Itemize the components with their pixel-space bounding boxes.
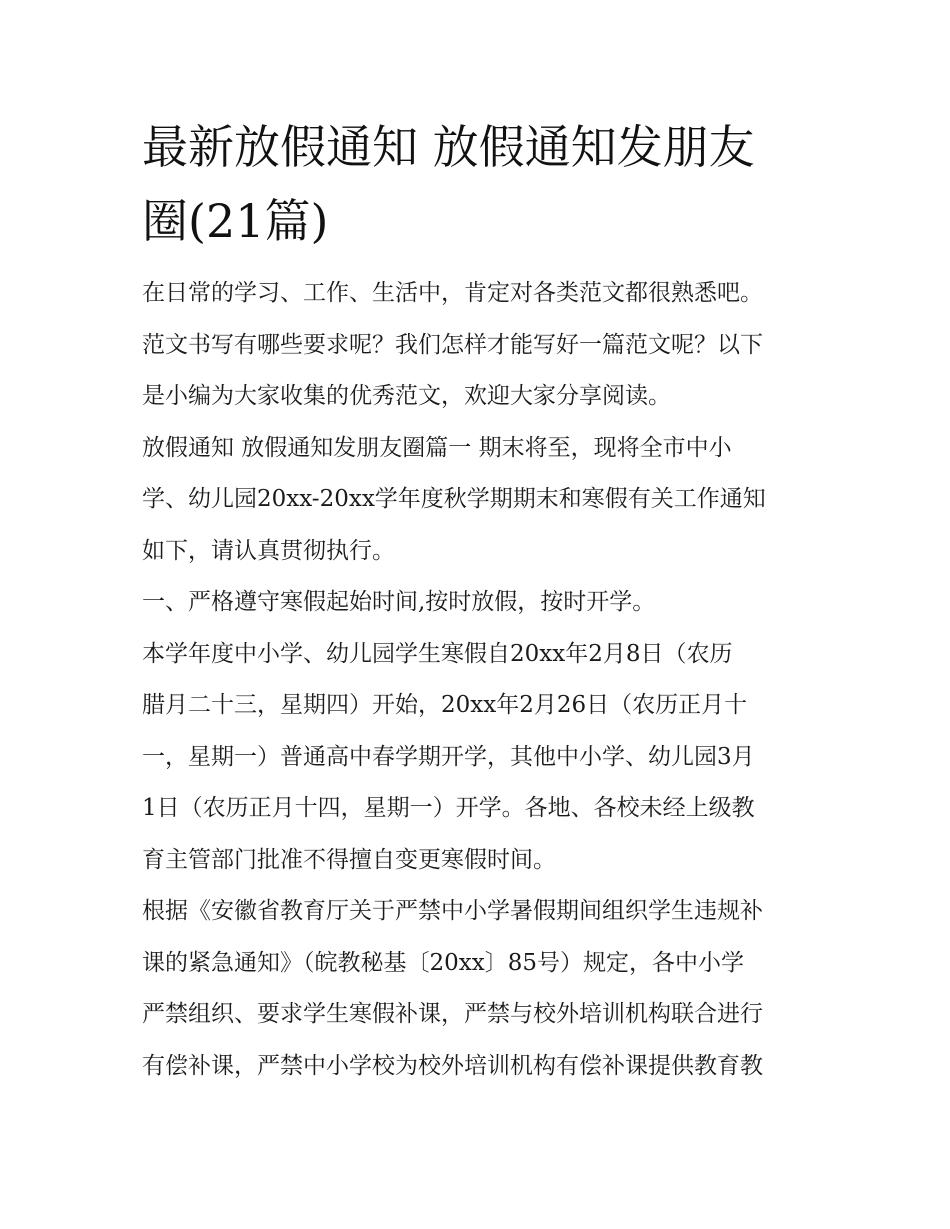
paragraph-line: 育主管部门批准不得擅自变更寒假时间。 [142,846,556,873]
paragraph-line: 1日（农历正月十四，星期一）开学。各地、各校未经上级教 [142,795,755,821]
paragraph-line: 范文书写有哪些要求呢？我们怎样才能写好一篇范文呢？以下 [142,331,763,358]
title-line: 圈(21篇) [142,194,329,248]
paragraph-line: 学、幼儿园20xx-20xx学年度秋学期期末和寒假有关工作通知 [142,486,766,512]
document-content [142,110,822,1092]
paragraph-line: 放假通知 放假通知发朋友圈篇一 期末将至，现将全市中小 [142,434,732,461]
paragraph-line: 本学年度中小学、幼儿园学生寒假自20xx年2月8日（农历 [142,640,733,667]
paragraph-line: 一、严格遵守寒假起始时间,按时放假，按时开学。 [142,589,656,615]
paragraph-line: 是小编为大家收集的优秀范文，欢迎大家分享阅读。 [142,383,671,409]
paragraph-line: 在日常的学习、工作、生活中，肯定对各类范文都很熟悉吧。 [142,280,763,306]
paragraph-line: 严禁组织、要求学生寒假补课，严禁与校外培训机构联合进行 [142,1001,763,1027]
document-body [142,268,822,1092]
paragraph-line: 一，星期一）普通高中春学期开学，其他中小学、幼儿园3月 [142,743,755,770]
paragraph-line: 如下，请认真贯彻执行。 [142,537,395,564]
paragraph-line: 课的紧急通知》（皖教秘基〔20xx〕85号）规定，各中小学 [142,949,744,976]
paragraph-line: 腊月二十三，星期四）开始，20xx年2月26日（农历正月十 [142,692,748,718]
title-line: 最新放假通知 放假通知发朋友 [142,120,755,174]
paragraph-line: 有偿补课，严禁中小学校为校外培训机构有偿补课提供教育教 [142,1052,763,1079]
document-title [142,110,822,258]
paragraph-line: 根据《安徽省教育厅关于严禁中小学暑假期间组织学生违规补 [142,898,763,924]
